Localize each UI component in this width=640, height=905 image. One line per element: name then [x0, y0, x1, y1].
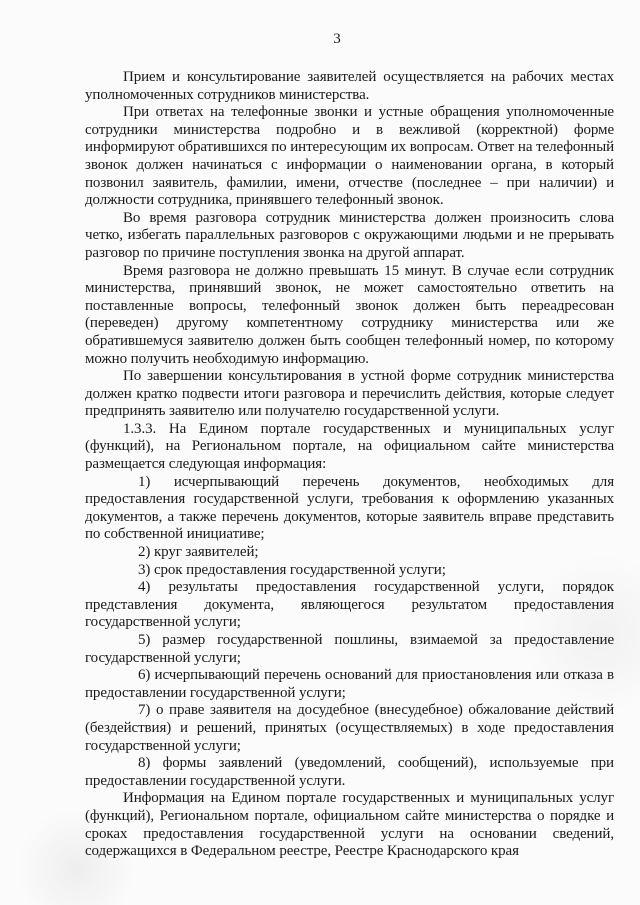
paragraph: Прием и консультирование заявителей осуществляется на рабочих местах уполномоченных сотрудников министерства.	[85, 69, 614, 103]
paragraph: Информация на Едином портале государственных и муниципальных услуг (функций), Региональном портале, официальном сайте министерства о порядке и сроках предоставления государственной услуги на основании сведений, содержащихся в Федеральном реестре, Реестре Краснодарского края	[85, 790, 614, 860]
list-item: 7) о праве заявителя на досудебное (внесудебное) обжалование действий (бездействия) и решений, принятых (осуществляемых) в ходе предоставления государственной услуги;	[85, 702, 614, 754]
list-item: 6) исчерпывающий перечень оснований для приостановления или отказа в предоставлении государственной услуги;	[85, 667, 614, 701]
paragraph: Во время разговора сотрудник министерства должен произносить слова четко, избегать параллельных разговоров с окружающими людьми и не прерывать разговор по причине поступления звонка на другой аппарат.	[85, 209, 614, 261]
list-item: 1) исчерпывающий перечень документов, необходимых для предоставления государственной услуги, требования к оформлению указанных документов, а также перечень документов, которые заявитель вправе представить по собственной инициативе;	[85, 473, 614, 543]
list-item: 8) формы заявлений (уведомлений, сообщений), используемые при предоставлении государственной услуги.	[85, 755, 614, 789]
paragraph: По завершении консультирования в устной форме сотрудник министерства должен кратко подвести итоги разговора и перечислить действия, которые следует предпринять заявителю или получателю государственной услуги.	[85, 368, 614, 420]
paragraph: Время разговора не должно превышать 15 минут. В случае если сотрудник министерства, принявший звонок, не может самостоятельно ответить на поставленные вопросы, телефонный звонок должен быть переадресован (переведен) другому компетентному сотруднику министерства или же обратившемуся заявителю должен быть сообщен телефонный номер, по которому можно получить необходимую информацию.	[85, 262, 614, 367]
list-item: 2) круг заявителей;	[138, 544, 259, 561]
list-item: 5) размер государственной пошлины, взимаемой за предоставление государственной услуги;	[85, 632, 614, 666]
list-item: 3) срок предоставления государственной услуги;	[138, 561, 446, 578]
document-body	[85, 69, 614, 861]
list-item: 4) результаты предоставления государственной услуги, порядок представления документа, являющегося результатом предоставления государственной услуги;	[85, 579, 614, 631]
page-number: 3	[333, 31, 341, 47]
paragraph: 1.3.3. На Едином портале государственных и муниципальных услуг (функций), на Региональном портале, на официальном сайте министерства размещается следующая информация:	[85, 420, 614, 473]
paragraph: При ответах на телефонные звонки и устные обращения уполномоченные сотрудники министерства подробно и в вежливой (корректной) форме информируют обратившихся по интересующим их вопросам. Ответ на телефонный звонок должен начинаться с информации о наименовании органа, в который позвонил заявитель, фамилии, имени, отчестве (последнее – при наличии) и должности сотрудника, принявшего телефонный звонок.	[85, 104, 614, 209]
